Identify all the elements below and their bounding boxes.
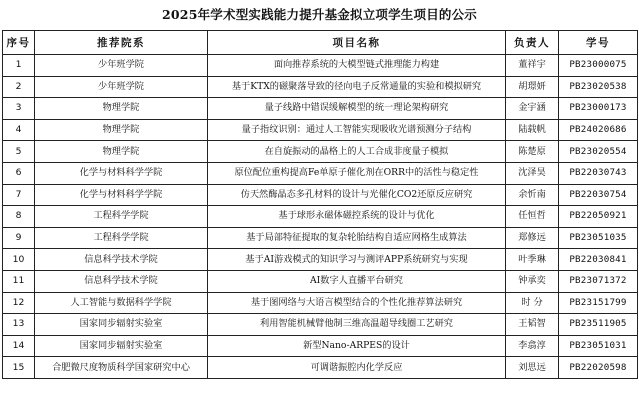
header-seq: 序号 bbox=[3, 31, 35, 55]
cell-leader: 董祥宇 bbox=[506, 55, 559, 77]
cell-seq: 5 bbox=[3, 141, 35, 163]
table-header-row bbox=[3, 31, 638, 55]
cell-seq: 1 bbox=[3, 55, 35, 77]
cell-leader: 钟承奕 bbox=[506, 270, 559, 292]
cell-leader: 郑修远 bbox=[506, 227, 559, 249]
cell-student-id: PB23000173 bbox=[559, 98, 638, 120]
cell-dept: 信息科学技术学院 bbox=[35, 270, 208, 292]
table-row bbox=[3, 76, 638, 98]
cell-dept: 国家同步辐射实验室 bbox=[35, 314, 208, 336]
cell-seq: 6 bbox=[3, 162, 35, 184]
cell-leader: 金宇涵 bbox=[506, 98, 559, 120]
cell-project: 基于KTX的磁聚落导致的径向电子反常通量的实验和模拟研究 bbox=[208, 76, 506, 98]
cell-seq: 8 bbox=[3, 206, 35, 228]
cell-seq: 12 bbox=[3, 292, 35, 314]
cell-project: AI数字人直播平台研究 bbox=[208, 270, 506, 292]
cell-student-id: PB22050921 bbox=[559, 206, 638, 228]
cell-project: 基于局部特征提取的复杂轮胎结构自适应网格生成算法 bbox=[208, 227, 506, 249]
cell-project: 新型Nano-ARPES的设计 bbox=[208, 335, 506, 357]
table-row bbox=[3, 162, 638, 184]
cell-project: 可调谐振腔内化学反应 bbox=[208, 357, 506, 379]
cell-student-id: PB23020538 bbox=[559, 76, 638, 98]
cell-dept: 人工智能与数据科学学院 bbox=[35, 292, 208, 314]
cell-dept: 化学与材料科学学院 bbox=[35, 184, 208, 206]
table-row bbox=[3, 206, 638, 228]
cell-leader: 余忻南 bbox=[506, 184, 559, 206]
cell-student-id: PB23020554 bbox=[559, 141, 638, 163]
cell-dept: 工程科学学院 bbox=[35, 206, 208, 228]
cell-student-id: PB22020598 bbox=[559, 357, 638, 379]
cell-student-id: PB23000075 bbox=[559, 55, 638, 77]
cell-leader: 叶季琳 bbox=[506, 249, 559, 271]
cell-seq: 7 bbox=[3, 184, 35, 206]
cell-dept: 化学与材料科学学院 bbox=[35, 162, 208, 184]
cell-dept: 物理学院 bbox=[35, 98, 208, 120]
cell-leader: 陈楚原 bbox=[506, 141, 559, 163]
cell-leader: 李翕淳 bbox=[506, 335, 559, 357]
cell-student-id: PB22030754 bbox=[559, 184, 638, 206]
cell-leader: 陆载帆 bbox=[506, 119, 559, 141]
cell-seq: 11 bbox=[3, 270, 35, 292]
cell-seq: 15 bbox=[3, 357, 35, 379]
cell-student-id: PB24020686 bbox=[559, 119, 638, 141]
cell-dept: 工程科学学院 bbox=[35, 227, 208, 249]
table-row bbox=[3, 335, 638, 357]
cell-leader: 王韬智 bbox=[506, 314, 559, 336]
table-row bbox=[3, 249, 638, 271]
cell-dept: 合肥微尺度物质科学国家研究中心 bbox=[35, 357, 208, 379]
cell-student-id: PB22030743 bbox=[559, 162, 638, 184]
cell-project: 基于球形永磁体磁控系统的设计与优化 bbox=[208, 206, 506, 228]
cell-dept: 少年班学院 bbox=[35, 76, 208, 98]
header-project: 项目名称 bbox=[208, 31, 506, 55]
cell-dept: 少年班学院 bbox=[35, 55, 208, 77]
cell-leader: 沈泽昊 bbox=[506, 162, 559, 184]
header-dept: 推荐院系 bbox=[35, 31, 208, 55]
cell-student-id: PB22030841 bbox=[559, 249, 638, 271]
header-student-id: 学号 bbox=[559, 31, 638, 55]
cell-project: 原位配位重构提高Fe单原子催化剂在ORR中的活性与稳定性 bbox=[208, 162, 506, 184]
cell-student-id: PB23051031 bbox=[559, 335, 638, 357]
table-row bbox=[3, 141, 638, 163]
header-leader: 负责人 bbox=[506, 31, 559, 55]
cell-project: 在自旋振动的晶格上的人工合成非度量子模拟 bbox=[208, 141, 506, 163]
cell-project: 仿天然酶晶态多孔材料的设计与光催化CO2还原反应研究 bbox=[208, 184, 506, 206]
cell-seq: 4 bbox=[3, 119, 35, 141]
cell-seq: 9 bbox=[3, 227, 35, 249]
cell-dept: 信息科学技术学院 bbox=[35, 249, 208, 271]
table-row bbox=[3, 292, 638, 314]
cell-seq: 2 bbox=[3, 76, 35, 98]
table-row bbox=[3, 227, 638, 249]
cell-student-id: PB23151799 bbox=[559, 292, 638, 314]
cell-leader: 刘思远 bbox=[506, 357, 559, 379]
cell-project: 量子线路中错误缓解模型的统一理论架构研究 bbox=[208, 98, 506, 120]
cell-seq: 3 bbox=[3, 98, 35, 120]
table-row bbox=[3, 184, 638, 206]
page-title: 2025年学术型实践能力提升基金拟立项学生项目的公示 bbox=[162, 7, 477, 22]
cell-leader: 胡璟妍 bbox=[506, 76, 559, 98]
cell-student-id: PB23051035 bbox=[559, 227, 638, 249]
cell-seq: 13 bbox=[3, 314, 35, 336]
table-row bbox=[3, 119, 638, 141]
table-row bbox=[3, 314, 638, 336]
cell-dept: 物理学院 bbox=[35, 119, 208, 141]
cell-dept: 物理学院 bbox=[35, 141, 208, 163]
cell-seq: 14 bbox=[3, 335, 35, 357]
cell-leader: 任恒哲 bbox=[506, 206, 559, 228]
cell-dept: 国家同步辐射实验室 bbox=[35, 335, 208, 357]
cell-project: 基于AI游戏模式的知识学习与测评APP系统研究与实现 bbox=[208, 249, 506, 271]
cell-project: 面向推荐系统的大模型链式推理能力构建 bbox=[208, 55, 506, 77]
cell-project: 利用智能机械臂他制三维高温超导线圈工艺研究 bbox=[208, 314, 506, 336]
table-row bbox=[3, 357, 638, 379]
table-row bbox=[3, 98, 638, 120]
project-table bbox=[2, 30, 638, 379]
table-row bbox=[3, 270, 638, 292]
cell-student-id: PB23511905 bbox=[559, 314, 638, 336]
cell-leader: 时 分 bbox=[506, 292, 559, 314]
cell-project: 量子指纹识别：通过人工智能实现吸收光谱预测分子结构 bbox=[208, 119, 506, 141]
table-row bbox=[3, 55, 638, 77]
cell-student-id: PB23071372 bbox=[559, 270, 638, 292]
cell-project: 基于图网络与大语言模型结合的个性化推荐算法研究 bbox=[208, 292, 506, 314]
cell-seq: 10 bbox=[3, 249, 35, 271]
